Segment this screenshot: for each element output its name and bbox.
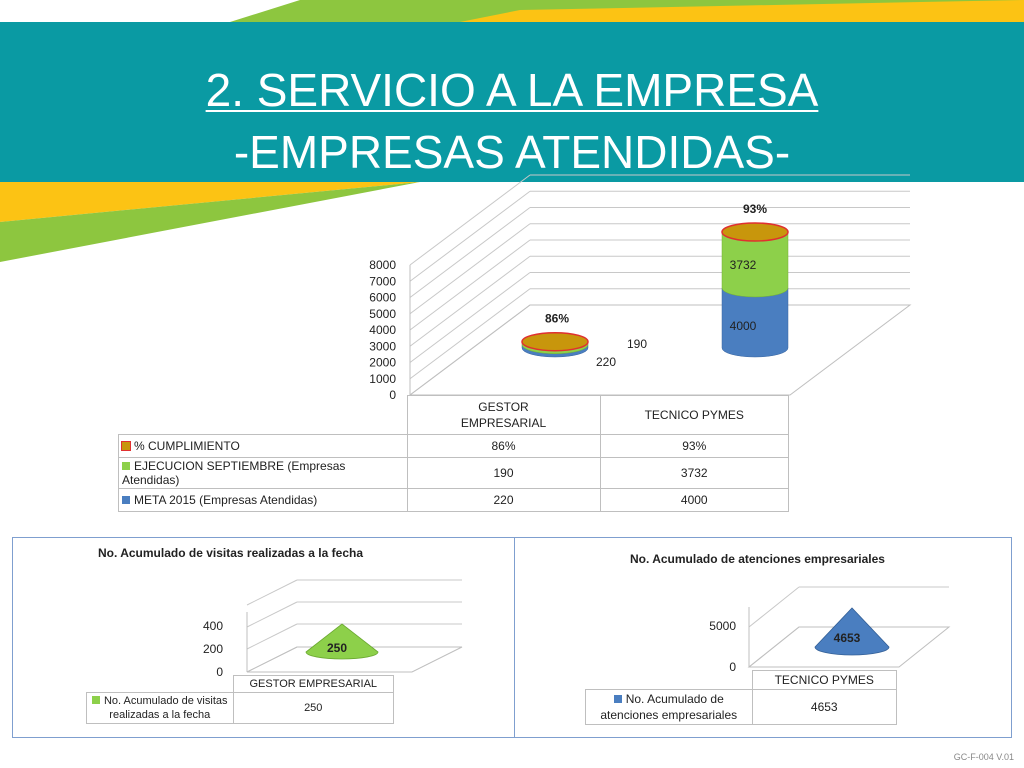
gridline-side bbox=[410, 240, 530, 330]
legend-swatch-green bbox=[92, 696, 100, 704]
atenciones-cone-chart bbox=[514, 570, 1009, 680]
y-tick-label: 4000 bbox=[369, 323, 396, 337]
legend-swatch-blue bbox=[614, 695, 622, 703]
gridline-side bbox=[247, 580, 297, 605]
gridline-side bbox=[410, 208, 530, 298]
atenciones-legend: No. Acumulado de atenciones empresariales bbox=[586, 690, 753, 725]
main-cylinder-chart bbox=[0, 170, 1024, 405]
table-cell: 4000 bbox=[600, 489, 789, 512]
y-tick-label: 8000 bbox=[369, 258, 396, 272]
legend-swatch-orange bbox=[122, 442, 130, 450]
cone-data-label: 4653 bbox=[833, 631, 861, 645]
cylinder-cap-gestor bbox=[522, 333, 588, 351]
table-cell: 86% bbox=[407, 435, 600, 458]
table-cell: 190 bbox=[407, 458, 600, 489]
table-row bbox=[119, 489, 789, 512]
gridline-side bbox=[410, 224, 530, 314]
y-tick-label: 1000 bbox=[369, 371, 396, 386]
gridline-side bbox=[749, 587, 799, 627]
data-label-pct-gestor: 86% bbox=[544, 311, 570, 326]
gridline-side bbox=[410, 273, 530, 363]
table-row bbox=[119, 435, 789, 458]
y-tick-label: 7000 bbox=[369, 274, 396, 289]
y-tick-label: 200 bbox=[202, 642, 223, 656]
gridline-side bbox=[247, 602, 297, 627]
data-label-meta-tecnico: 4000 bbox=[729, 319, 757, 333]
visitas-cone-chart bbox=[12, 570, 512, 680]
data-label-meta-gestor: 220 bbox=[595, 355, 617, 369]
y-tick-label: 5000 bbox=[709, 619, 736, 633]
visitas-value: 250 bbox=[233, 693, 394, 724]
cylinder-cap-tecnico bbox=[722, 223, 788, 241]
table-row bbox=[119, 458, 789, 489]
table-row bbox=[87, 693, 394, 724]
y-tick-label: 0 bbox=[216, 665, 223, 679]
chart-floor bbox=[410, 305, 910, 395]
visitas-category: GESTOR EMPRESARIAL bbox=[233, 676, 394, 693]
gridline-side bbox=[410, 256, 530, 346]
legend-swatch-blue bbox=[122, 496, 130, 504]
legend-ejecucion: EJECUCION SEPTIEMBRE (Empresas Atendidas) bbox=[119, 458, 408, 489]
table-cell: 3732 bbox=[600, 458, 789, 489]
table-cell: 220 bbox=[407, 489, 600, 512]
gridline-side bbox=[247, 624, 297, 649]
atenciones-value: 4653 bbox=[752, 690, 897, 725]
table-row bbox=[586, 690, 897, 725]
legend-swatch-green bbox=[122, 462, 130, 470]
data-label-ejecucion-tecnico: 3732 bbox=[729, 258, 757, 272]
y-tick-label: 3000 bbox=[369, 339, 396, 354]
gridline-side bbox=[410, 191, 530, 281]
visitas-data-table bbox=[86, 675, 394, 724]
visitas-chart-title: No. Acumulado de visitas realizadas a la fecha bbox=[98, 546, 363, 560]
y-tick-label: 2000 bbox=[369, 355, 396, 370]
table-header-gestor: GESTOR EMPRESARIAL bbox=[407, 396, 600, 435]
table-header-tecnico: TECNICO PYMES bbox=[600, 396, 789, 435]
gridline-side bbox=[410, 289, 530, 379]
y-tick-label: 400 bbox=[202, 619, 223, 633]
atenciones-chart-title: No. Acumulado de atenciones empresariales bbox=[630, 552, 885, 566]
footer-code: GC-F-004 V.01 bbox=[953, 752, 1014, 762]
atenciones-category: TECNICO PYMES bbox=[752, 671, 897, 690]
page-title-line1: 2. SERVICIO A LA EMPRESA bbox=[205, 64, 819, 116]
page-title-line2: -EMPRESAS ATENDIDAS- bbox=[233, 126, 791, 178]
y-tick-label: 0 bbox=[389, 388, 396, 402]
atenciones-data-table bbox=[585, 670, 897, 725]
y-tick-label: 6000 bbox=[369, 290, 396, 305]
visitas-legend: No. Acumulado de visitas realizadas a la fecha bbox=[87, 693, 234, 724]
data-label-ejecucion-gestor: 190 bbox=[626, 337, 648, 351]
gridline-side bbox=[410, 175, 530, 265]
data-label-pct-tecnico: 93% bbox=[742, 202, 768, 216]
cone-data-label: 250 bbox=[326, 641, 348, 655]
legend-cumplimiento: % CUMPLIMIENTO bbox=[119, 435, 408, 458]
y-tick-label: 0 bbox=[729, 660, 736, 674]
legend-meta: META 2015 (Empresas Atendidas) bbox=[119, 489, 408, 512]
y-tick-label: 5000 bbox=[369, 306, 396, 321]
main-data-table bbox=[118, 395, 789, 512]
table-cell: 93% bbox=[600, 435, 789, 458]
